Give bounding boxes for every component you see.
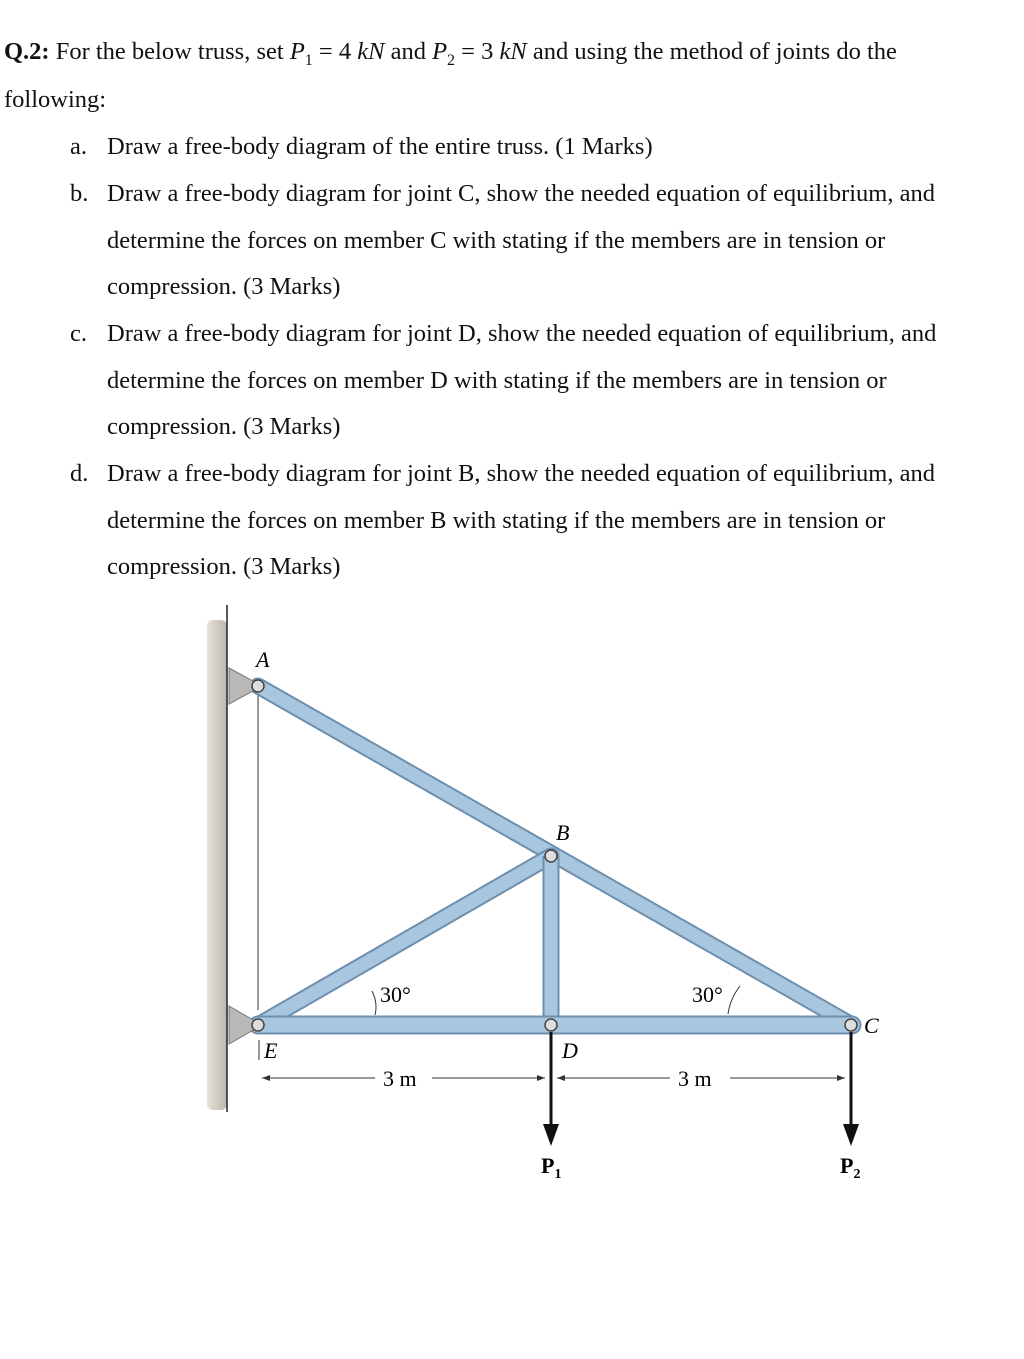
label-joint-b: B: [556, 820, 570, 845]
angle-arc-left: [372, 991, 376, 1015]
label-joint-e: E: [264, 1038, 278, 1063]
p1-value: = 4: [318, 38, 352, 65]
item-a-line-1: Draw a free-body diagram of the entire truss. (1 Marks): [107, 133, 653, 160]
p2-value: = 3: [461, 38, 494, 65]
pin-e: [252, 1019, 264, 1031]
question-rest: and using the method of joints do the: [532, 38, 897, 65]
load-p2-label: [840, 1153, 860, 1182]
load-p1-sub: 1: [554, 1167, 562, 1182]
p2-subscript: 2: [447, 52, 456, 69]
label-joint-a: A: [256, 647, 270, 672]
wall: [207, 620, 227, 1110]
p2-unit: kN: [499, 38, 527, 65]
question-label: Q.2:: [4, 38, 50, 65]
pin-d: [545, 1019, 557, 1031]
item-d-line-3: compression. (3 Marks): [107, 553, 341, 580]
p2-symbol: P: [432, 38, 448, 65]
p1-symbol: P: [289, 38, 305, 65]
angle-left-label: 30°: [380, 982, 411, 1007]
item-b-line-3: compression. (3 Marks): [107, 273, 341, 300]
question-line-2: following:: [4, 86, 107, 113]
load-p1-arrow: [543, 1032, 559, 1146]
item-d-label: d.: [70, 460, 89, 487]
angle-right-label: 30°: [692, 982, 723, 1007]
load-p1-label: [541, 1153, 561, 1182]
pin-c: [845, 1019, 857, 1031]
item-c-line-1: Draw a free-body diagram for joint D, show the needed equation of equilibrium, and: [107, 320, 937, 347]
load-p1-symbol: P: [541, 1153, 555, 1178]
load-p2-sub: 2: [853, 1167, 861, 1182]
p1-unit: kN: [357, 38, 385, 65]
angle-arc-right: [728, 986, 740, 1014]
item-d-line-1: Draw a free-body diagram for joint B, show the needed equation of equilibrium, and: [107, 460, 935, 487]
and-word: and: [390, 38, 426, 65]
item-c-line-3: compression. (3 Marks): [107, 413, 341, 440]
dim-left-label: 3 m: [383, 1066, 417, 1091]
pin-b: [545, 850, 557, 862]
item-b-line-1: Draw a free-body diagram for joint C, show the needed equation of equilibrium, and: [107, 180, 935, 207]
dimension-left: [262, 1066, 545, 1091]
dimension-right: [557, 1066, 845, 1091]
label-joint-c: C: [864, 1013, 879, 1038]
dim-right-label: 3 m: [678, 1066, 712, 1091]
item-c-line-2: determine the forces on member D with stating if the members are in tension or: [107, 367, 887, 394]
item-d-line-2: determine the forces on member B with stating if the members are in tension or: [107, 507, 886, 534]
item-a-label: a.: [70, 133, 87, 160]
pin-a: [252, 680, 264, 692]
p1-subscript: 1: [304, 52, 313, 69]
label-joint-d: D: [562, 1038, 578, 1063]
item-c-label: c.: [70, 320, 87, 347]
question-intro: For the below truss, set: [55, 38, 284, 65]
item-b-line-2: determine the forces on member C with stating if the members are in tension or: [107, 227, 886, 254]
item-b-label: b.: [70, 180, 89, 207]
load-p2-symbol: P: [840, 1153, 854, 1178]
load-p2-arrow: [843, 1032, 859, 1146]
